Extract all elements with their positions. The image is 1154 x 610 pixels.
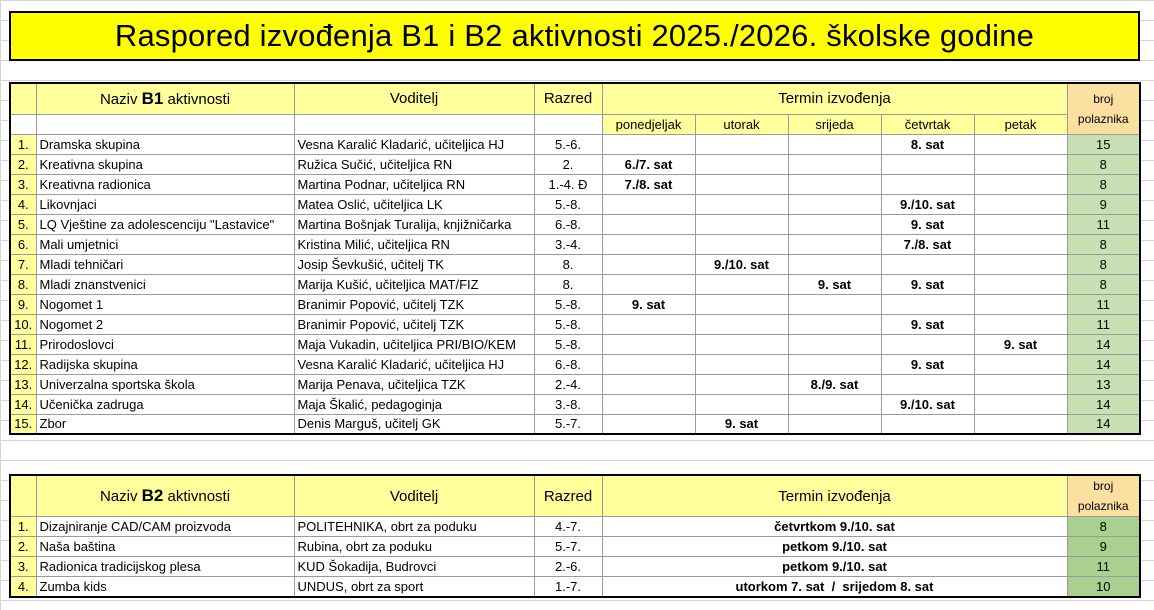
termin-cell-pon[interactable] [602,254,695,274]
table-row [10,194,1140,214]
termin-cell-sri[interactable]: 9. sat [788,274,881,294]
table-row [10,294,1140,314]
row-number[interactable]: 13. [10,374,36,394]
termin-cell-cet[interactable]: 9. sat [881,214,974,234]
broj-polaznika-cell[interactable]: 14 [1067,394,1140,414]
b1-header-broj[interactable]: broj polaznika [1067,83,1140,134]
razred-cell[interactable]: 2. [534,154,602,174]
b1-table [9,82,1141,435]
table-row [10,517,1140,537]
voditelj-cell[interactable]: Vesna Karalić Kladarić, učiteljica HJ [294,134,534,154]
termin-cell-sri[interactable] [788,354,881,374]
termin-cell-sri[interactable] [788,254,881,274]
b2-header-broj[interactable]: broj polaznika [1067,475,1140,517]
termin-cell-cet[interactable] [881,374,974,394]
termin-cell-pet[interactable] [974,274,1067,294]
termin-cell-uto[interactable]: 9. sat [695,414,788,434]
termin-cell-pet[interactable] [974,354,1067,374]
activity-name-cell[interactable]: LQ Vještine za adolescenciju "Lastavice" [36,214,294,234]
termin-cell-pon[interactable]: 6./7. sat [602,154,695,174]
termin-cell-cet[interactable]: 9. sat [881,314,974,334]
b1-header-razred[interactable]: Razred [534,83,602,114]
broj-polaznika-cell[interactable]: 8 [1067,174,1140,194]
broj-polaznika-cell[interactable]: 15 [1067,134,1140,154]
row-number[interactable]: 11. [10,334,36,354]
activity-name-cell[interactable]: Kreativna skupina [36,154,294,174]
table-row [10,134,1140,154]
termin-cell-sri[interactable] [788,194,881,214]
termin-cell-sri[interactable] [788,414,881,434]
b2-header-num [10,475,36,517]
termin-cell-uto[interactable] [695,154,788,174]
b1-day-header-pet[interactable]: petak [974,114,1067,134]
termin-cell-pon[interactable] [602,194,695,214]
termin-cell-uto[interactable] [695,194,788,214]
broj-polaznika-cell[interactable]: 13 [1067,374,1140,394]
voditelj-cell[interactable]: Martina Podnar, učiteljica RN [294,174,534,194]
table-row [10,214,1140,234]
termin-cell-uto[interactable] [695,174,788,194]
b2-header-razred[interactable]: Razred [534,475,602,517]
razred-cell[interactable]: 5.-6. [534,134,602,154]
termin-cell-uto[interactable]: 9./10. sat [695,254,788,274]
row-number[interactable]: 14. [10,394,36,414]
table-row [10,354,1140,374]
broj-polaznika-cell[interactable]: 14 [1067,334,1140,354]
termin-cell-uto[interactable] [695,294,788,314]
table-row [10,174,1140,194]
broj-polaznika-cell[interactable]: 9 [1067,537,1140,557]
voditelj-cell[interactable]: Rubina, obrt za poduku [294,537,534,557]
b1-header-termin[interactable]: Termin izvođenja [602,83,1067,114]
table-row [10,557,1140,577]
voditelj-cell[interactable]: Maja Vukadin, učiteljica PRI/BIO/KEM [294,334,534,354]
termin-cell-pon[interactable] [602,274,695,294]
termin-cell-pon[interactable] [602,334,695,354]
razred-cell[interactable]: 2.-4. [534,374,602,394]
razred-cell[interactable]: 5.-7. [534,414,602,434]
activity-name-cell[interactable]: Mladi znanstvenici [36,274,294,294]
b2-header-naziv[interactable]: Naziv B2 aktivnosti [36,475,294,517]
termin-cell-uto[interactable] [695,354,788,374]
b2-table [9,474,1141,598]
row-number[interactable]: 7. [10,254,36,274]
b2-header-termin[interactable]: Termin izvođenja [602,475,1067,517]
termin-cell-sri[interactable] [788,294,881,314]
b1-day-header-sri[interactable]: srijeda [788,114,881,134]
termin-cell-sri[interactable] [788,394,881,414]
broj-polaznika-cell[interactable]: 11 [1067,214,1140,234]
row-number[interactable]: 12. [10,354,36,374]
termin-cell-cet[interactable]: 9./10. sat [881,194,974,214]
razred-cell[interactable]: 4.-7. [534,517,602,537]
broj-polaznika-cell[interactable]: 14 [1067,414,1140,434]
termin-cell-uto[interactable] [695,374,788,394]
termin-cell-uto[interactable] [695,394,788,414]
termin-cell-pet[interactable] [974,134,1067,154]
table-row [10,334,1140,354]
termin-cell-pon[interactable] [602,134,695,154]
termin-cell-pet[interactable] [974,314,1067,334]
row-number[interactable]: 9. [10,294,36,314]
broj-polaznika-cell[interactable]: 8 [1067,517,1140,537]
voditelj-cell[interactable]: KUD Šokadija, Budrovci [294,557,534,577]
voditelj-cell[interactable]: Branimir Popović, učitelj TZK [294,294,534,314]
termin-cell-pet[interactable] [974,154,1067,174]
termin-cell-pet[interactable] [974,254,1067,274]
razred-cell[interactable]: 6.-8. [534,214,602,234]
termin-cell-pet[interactable] [974,234,1067,254]
table-row [10,414,1140,434]
voditelj-cell[interactable]: Marija Kušić, učiteljica MAT/FIZ [294,274,534,294]
termin-cell-pon[interactable]: 7./8. sat [602,174,695,194]
page-title: Raspored izvođenja B1 i B2 aktivnosti 2025./2026. školske godine [9,11,1140,61]
activity-name-cell[interactable]: Učenička zadruga [36,394,294,414]
termin-cell-cet[interactable]: 7./8. sat [881,234,974,254]
broj-polaznika-cell[interactable]: 9 [1067,194,1140,214]
termin-cell-uto[interactable] [695,134,788,154]
termin-cell-cet[interactable] [881,334,974,354]
row-number[interactable]: 1. [10,134,36,154]
termin-cell-pet[interactable] [974,374,1067,394]
activity-name-cell[interactable]: Zbor [36,414,294,434]
termin-cell-uto[interactable] [695,314,788,334]
b1-day-header-uto[interactable]: utorak [695,114,788,134]
broj-polaznika-cell[interactable]: 8 [1067,274,1140,294]
voditelj-cell[interactable]: Josip Ševkušić, učitelj TK [294,254,534,274]
row-number[interactable]: 2. [10,537,36,557]
termin-cell-cet[interactable]: 8. sat [881,134,974,154]
row-number[interactable]: 2. [10,154,36,174]
broj-polaznika-cell[interactable]: 10 [1067,577,1140,597]
termin-cell-uto[interactable] [695,334,788,354]
activity-name-cell[interactable]: Kreativna radionica [36,174,294,194]
razred-cell[interactable]: 2.-6. [534,557,602,577]
razred-cell[interactable]: 8. [534,274,602,294]
voditelj-cell[interactable]: Marija Penava, učiteljica TZK [294,374,534,394]
row-number[interactable]: 15. [10,414,36,434]
voditelj-cell[interactable]: Maja Škalić, pedagoginja [294,394,534,414]
razred-cell[interactable]: 1.-7. [534,577,602,597]
termin-cell-pet[interactable] [974,394,1067,414]
broj-polaznika-cell[interactable]: 11 [1067,314,1140,334]
termin-cell-cet[interactable]: 9. sat [881,274,974,294]
termin-cell-cet[interactable] [881,254,974,274]
row-number[interactable]: 1. [10,517,36,537]
table-row [10,254,1140,274]
termin-cell-uto[interactable] [695,234,788,254]
termin-cell-pon[interactable] [602,414,695,434]
activity-name-cell[interactable]: Zumba kids [36,577,294,597]
termin-cell-pet[interactable]: 9. sat [974,334,1067,354]
termin-cell-uto[interactable] [695,274,788,294]
voditelj-cell[interactable]: Branimir Popović, učitelj TZK [294,314,534,334]
termin-cell-sri[interactable]: 8./9. sat [788,374,881,394]
voditelj-cell[interactable]: POLITEHNIKA, obrt za poduku [294,517,534,537]
razred-cell[interactable]: 5.-8. [534,194,602,214]
row-number[interactable]: 4. [10,194,36,214]
b1-day-header-pon[interactable]: ponedjeljak [602,114,695,134]
termin-cell[interactable]: petkom 9./10. sat [602,537,1067,557]
termin-cell-cet[interactable] [881,174,974,194]
razred-cell[interactable]: 8. [534,254,602,274]
termin-cell-sri[interactable] [788,214,881,234]
table-row [10,394,1140,414]
row-number[interactable]: 8. [10,274,36,294]
activity-name-cell[interactable]: Dizajniranje CAD/CAM proizvoda [36,517,294,537]
termin-cell-pon[interactable] [602,234,695,254]
termin-cell-sri[interactable] [788,234,881,254]
termin-cell-pon[interactable] [602,314,695,334]
activity-name-cell[interactable]: Mali umjetnici [36,234,294,254]
broj-polaznika-cell[interactable]: 11 [1067,557,1140,577]
row-number[interactable]: 3. [10,174,36,194]
termin-cell-uto[interactable] [695,214,788,234]
termin-cell-cet[interactable]: 9. sat [881,354,974,374]
table-row [10,537,1140,557]
activity-name-cell[interactable]: Naša baština [36,537,294,557]
broj-polaznika-cell[interactable]: 8 [1067,154,1140,174]
table-row [10,314,1140,334]
table-row [10,577,1140,597]
activity-name-cell[interactable]: Univerzalna sportska škola [36,374,294,394]
razred-cell[interactable]: 3.-4. [534,234,602,254]
activity-name-cell[interactable]: Likovnjaci [36,194,294,214]
broj-polaznika-cell[interactable]: 14 [1067,354,1140,374]
termin-cell-pon[interactable] [602,374,695,394]
termin-cell[interactable]: utorkom 7. sat / srijedom 8. sat [602,577,1067,597]
termin-cell-pet[interactable] [974,294,1067,314]
termin-cell-pet[interactable] [974,214,1067,234]
broj-polaznika-cell[interactable]: 8 [1067,254,1140,274]
voditelj-cell[interactable]: Kristina Milić, učiteljica RN [294,234,534,254]
termin-cell-cet[interactable] [881,414,974,434]
b1-header-voditelj[interactable]: Voditelj [294,83,534,114]
broj-polaznika-cell[interactable]: 8 [1067,234,1140,254]
voditelj-cell[interactable]: Ružica Sučić, učiteljica RN [294,154,534,174]
termin-cell-pon[interactable] [602,214,695,234]
razred-cell[interactable]: 1.-4. Đ [534,174,602,194]
razred-cell[interactable]: 5.-8. [534,334,602,354]
termin-cell[interactable]: četvrtkom 9./10. sat [602,517,1067,537]
table-row [10,374,1140,394]
termin-cell-sri[interactable] [788,314,881,334]
termin-cell-sri[interactable] [788,174,881,194]
razred-cell[interactable]: 5.-8. [534,314,602,334]
activity-name-cell[interactable]: Nogomet 2 [36,314,294,334]
termin-cell-pet[interactable] [974,194,1067,214]
row-number[interactable]: 5. [10,214,36,234]
termin-cell-sri[interactable] [788,154,881,174]
b2-header-voditelj[interactable]: Voditelj [294,475,534,517]
b1-header-naziv[interactable]: Naziv B1 aktivnosti [36,83,294,114]
b1-day-header-cet[interactable]: četvrtak [881,114,974,134]
razred-cell[interactable]: 3.-8. [534,394,602,414]
activity-name-cell[interactable]: Radijska skupina [36,354,294,374]
termin-cell-sri[interactable] [788,334,881,354]
table-row [10,274,1140,294]
table-row [10,234,1140,254]
voditelj-cell[interactable]: Denis Marguš, učitelj GK [294,414,534,434]
termin-cell-pet[interactable] [974,414,1067,434]
row-number[interactable]: 6. [10,234,36,254]
termin-cell-sri[interactable] [788,134,881,154]
termin-cell-cet[interactable] [881,154,974,174]
activity-name-cell[interactable]: Mladi tehničari [36,254,294,274]
activity-name-cell[interactable]: Prirodoslovci [36,334,294,354]
termin-cell-pon[interactable]: 9. sat [602,294,695,314]
activity-name-cell[interactable]: Nogomet 1 [36,294,294,314]
row-number[interactable]: 4. [10,577,36,597]
row-number[interactable]: 10. [10,314,36,334]
termin-cell-pon[interactable] [602,354,695,374]
voditelj-cell[interactable]: Matea Oslić, učiteljica LK [294,194,534,214]
termin-cell-cet[interactable]: 9./10. sat [881,394,974,414]
termin-cell-pon[interactable] [602,394,695,414]
termin-cell-pet[interactable] [974,174,1067,194]
voditelj-cell[interactable]: UNDUS, obrt za sport [294,577,534,597]
voditelj-cell[interactable]: Vesna Karalić Kladarić, učiteljica HJ [294,354,534,374]
b1-header-num [10,83,36,114]
razred-cell[interactable]: 5.-7. [534,537,602,557]
termin-cell-cet[interactable] [881,294,974,314]
razred-cell[interactable]: 6.-8. [534,354,602,374]
activity-name-cell[interactable]: Radionica tradicijskog plesa [36,557,294,577]
row-number[interactable]: 3. [10,557,36,577]
table-row [10,154,1140,174]
termin-cell[interactable]: petkom 9./10. sat [602,557,1067,577]
activity-name-cell[interactable]: Dramska skupina [36,134,294,154]
broj-polaznika-cell[interactable]: 11 [1067,294,1140,314]
razred-cell[interactable]: 5.-8. [534,294,602,314]
voditelj-cell[interactable]: Martina Bošnjak Turalija, knjižničarka [294,214,534,234]
